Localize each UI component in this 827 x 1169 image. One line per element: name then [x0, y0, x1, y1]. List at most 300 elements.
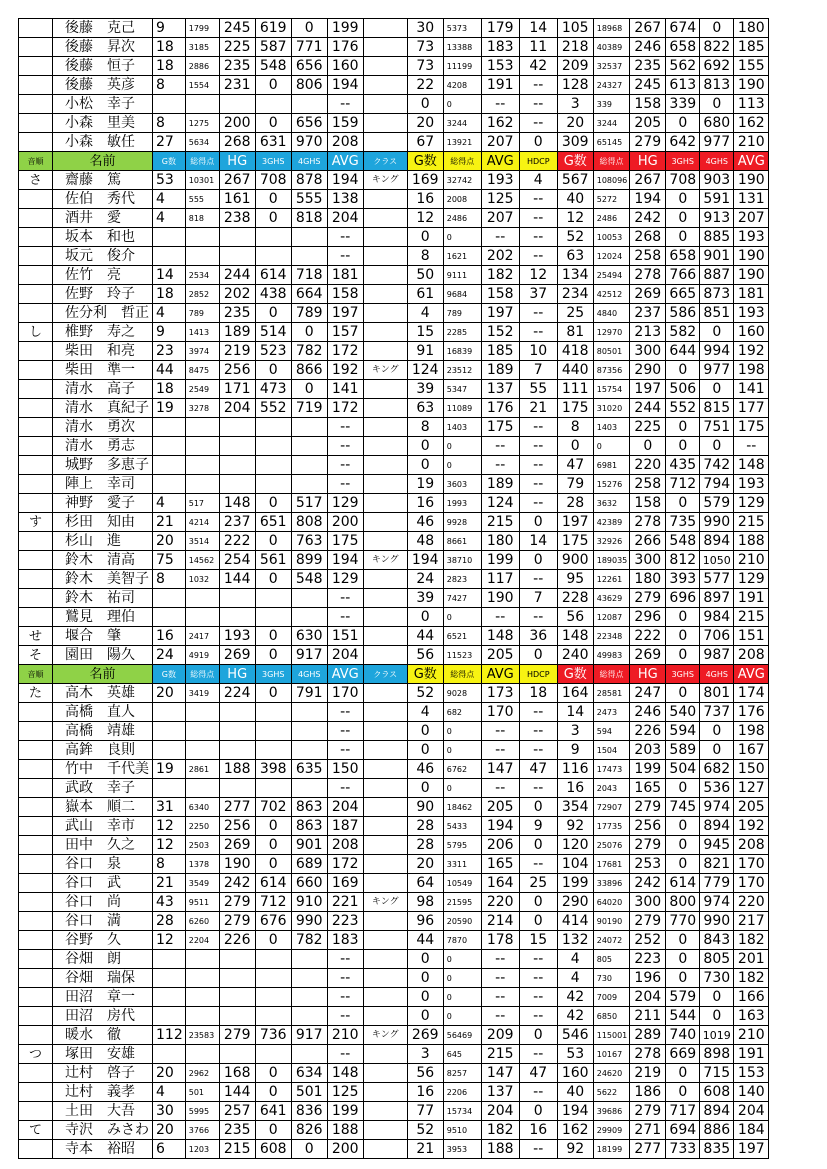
- cell-g3ghs3: 339: [666, 95, 700, 114]
- table-row: [19, 323, 769, 342]
- cell-avg1: 157: [327, 323, 363, 342]
- cell-g4ghs3: 843: [700, 931, 734, 950]
- cell-pts2: 16839: [443, 342, 481, 361]
- cell-pts2: 0: [443, 456, 481, 475]
- cell-g1: [153, 228, 186, 247]
- cell-g3ghs3: 582: [666, 323, 700, 342]
- cell-avg3: --: [734, 437, 769, 456]
- cell-avg3: 160: [734, 323, 769, 342]
- cell-g3ghs3: 745: [666, 798, 700, 817]
- cell-avg2: --: [481, 456, 519, 475]
- cell-pts1: 2204: [185, 931, 219, 950]
- cell-g4ghs3: 608: [700, 1083, 734, 1102]
- cell-g1: 8: [153, 76, 186, 95]
- cell-pts3: 0: [593, 437, 630, 456]
- cell-g3ghs3: 0: [666, 646, 700, 665]
- cell-g1: 20: [153, 1121, 186, 1140]
- table-row: [19, 741, 769, 760]
- cell-g2: 73: [407, 38, 443, 57]
- cell-index: [19, 760, 53, 779]
- cell-g1: [153, 779, 186, 798]
- table-row: [19, 1026, 769, 1045]
- cell-pts2: 1403: [443, 418, 481, 437]
- cell-avg3: 162: [734, 114, 769, 133]
- cell-g3: 0: [557, 437, 593, 456]
- cell-pts2: 9684: [443, 285, 481, 304]
- header-row: [19, 152, 769, 171]
- cell-g2: 96: [407, 912, 443, 931]
- cell-name: 清水 勇次: [53, 418, 153, 437]
- table-row: [19, 285, 769, 304]
- cell-pts3: 108096: [593, 171, 630, 190]
- cell-g3: 16: [557, 779, 593, 798]
- header-name: 名前: [53, 152, 153, 171]
- cell-index: [19, 399, 53, 418]
- cell-g2: 64: [407, 874, 443, 893]
- cell-g1: 23: [153, 342, 186, 361]
- cell-g3ghs3: 0: [666, 228, 700, 247]
- cell-g3ghs1: [255, 95, 291, 114]
- cell-g4ghs1: 630: [291, 627, 327, 646]
- cell-g1: 28: [153, 912, 186, 931]
- cell-g3ghs3: 506: [666, 380, 700, 399]
- cell-pts1: [185, 608, 219, 627]
- cell-avg2: 152: [481, 323, 519, 342]
- cell-hg1: 279: [219, 1026, 255, 1045]
- cell-hg1: 237: [219, 513, 255, 532]
- cell-avg3: 184: [734, 1121, 769, 1140]
- cell-g2: 46: [407, 513, 443, 532]
- cell-hdcp: 15: [519, 931, 557, 950]
- cell-name: 坂元 俊介: [53, 247, 153, 266]
- cell-g3ghs3: 665: [666, 285, 700, 304]
- cell-pts2: 0: [443, 437, 481, 456]
- cell-name: 鈴木 祐司: [53, 589, 153, 608]
- cell-index: [19, 76, 53, 95]
- cell-g4ghs3: 0: [700, 95, 734, 114]
- cell-hdcp: --: [519, 190, 557, 209]
- cell-g3: 53: [557, 1045, 593, 1064]
- cell-avg3: 182: [734, 969, 769, 988]
- cell-index: [19, 418, 53, 437]
- cell-g3: 160: [557, 1064, 593, 1083]
- cell-index: [19, 1102, 53, 1121]
- cell-avg2: 205: [481, 798, 519, 817]
- cell-g3ghs3: 548: [666, 532, 700, 551]
- cell-hg1: [219, 456, 255, 475]
- cell-avg1: --: [327, 228, 363, 247]
- cell-pts3: 17473: [593, 760, 630, 779]
- cell-avg1: 159: [327, 114, 363, 133]
- cell-pts3: 17735: [593, 817, 630, 836]
- table-row: [19, 513, 769, 532]
- cell-pts1: 3549: [185, 874, 219, 893]
- header-g3: G数: [557, 152, 593, 171]
- cell-hg3: 237: [630, 304, 666, 323]
- cell-g3ghs3: 435: [666, 456, 700, 475]
- cell-hg3: 246: [630, 38, 666, 57]
- cell-avg2: 178: [481, 931, 519, 950]
- cell-avg3: 175: [734, 418, 769, 437]
- cell-avg2: 215: [481, 513, 519, 532]
- cell-pts2: 0: [443, 950, 481, 969]
- cell-pts1: 10301: [185, 171, 219, 190]
- table-row: [19, 418, 769, 437]
- cell-g3: 12: [557, 209, 593, 228]
- cell-class: [363, 1121, 407, 1140]
- cell-g2: 0: [407, 95, 443, 114]
- cell-g4ghs1: 990: [291, 912, 327, 931]
- cell-g4ghs1: 517: [291, 494, 327, 513]
- cell-avg2: 215: [481, 1045, 519, 1064]
- cell-hg3: 235: [630, 57, 666, 76]
- cell-g2: 39: [407, 380, 443, 399]
- cell-avg2: 137: [481, 380, 519, 399]
- cell-avg2: 182: [481, 266, 519, 285]
- cell-hdcp: 25: [519, 874, 557, 893]
- cell-hdcp: --: [519, 779, 557, 798]
- table-row: [19, 551, 769, 570]
- header-hg1: HG: [219, 152, 255, 171]
- cell-g1: [153, 437, 186, 456]
- cell-avg1: 199: [327, 19, 363, 38]
- cell-index: [19, 209, 53, 228]
- cell-name: 武山 幸市: [53, 817, 153, 836]
- table-row: [19, 57, 769, 76]
- cell-pts1: 1203: [185, 1140, 219, 1159]
- cell-g3ghs1: 438: [255, 285, 291, 304]
- table-row: [19, 399, 769, 418]
- cell-avg3: 141: [734, 380, 769, 399]
- cell-g4ghs1: 0: [291, 380, 327, 399]
- cell-pts3: 18968: [593, 19, 630, 38]
- cell-g3ghs1: [255, 1045, 291, 1064]
- cell-g3ghs3: 562: [666, 57, 700, 76]
- cell-g4ghs1: 806: [291, 76, 327, 95]
- cell-g3: 25: [557, 304, 593, 323]
- cell-g1: 27: [153, 133, 186, 152]
- cell-hg1: 277: [219, 798, 255, 817]
- cell-g3ghs1: 641: [255, 1102, 291, 1121]
- cell-g3ghs3: 393: [666, 570, 700, 589]
- table-row: [19, 190, 769, 209]
- cell-hdcp: 7: [519, 589, 557, 608]
- cell-index: [19, 874, 53, 893]
- header-hg3: HG: [630, 665, 666, 684]
- cell-avg2: --: [481, 988, 519, 1007]
- header-avg3: AVG: [734, 152, 769, 171]
- table-row: [19, 855, 769, 874]
- cell-pts2: 0: [443, 722, 481, 741]
- header-g1: G数: [153, 665, 186, 684]
- cell-avg2: --: [481, 741, 519, 760]
- table-row: [19, 76, 769, 95]
- cell-hg1: [219, 95, 255, 114]
- cell-name: 田中 久之: [53, 836, 153, 855]
- table-row: [19, 589, 769, 608]
- cell-avg2: 207: [481, 133, 519, 152]
- cell-hg1: [219, 589, 255, 608]
- cell-g4ghs1: [291, 1045, 327, 1064]
- cell-g2: 20: [407, 855, 443, 874]
- cell-hdcp: --: [519, 456, 557, 475]
- cell-pts1: [185, 988, 219, 1007]
- cell-g4ghs3: 885: [700, 228, 734, 247]
- cell-g4ghs1: [291, 703, 327, 722]
- cell-pts3: 115001: [593, 1026, 630, 1045]
- cell-g1: [153, 475, 186, 494]
- cell-pts2: 21595: [443, 893, 481, 912]
- cell-g3ghs1: [255, 589, 291, 608]
- cell-pts1: 2852: [185, 285, 219, 304]
- cell-avg2: --: [481, 95, 519, 114]
- cell-g3ghs1: 0: [255, 570, 291, 589]
- cell-hdcp: --: [519, 209, 557, 228]
- cell-index: [19, 247, 53, 266]
- cell-g3ghs1: 702: [255, 798, 291, 817]
- cell-g4ghs1: 634: [291, 1064, 327, 1083]
- cell-g4ghs3: 898: [700, 1045, 734, 1064]
- cell-g3ghs1: 587: [255, 38, 291, 57]
- cell-hg3: 279: [630, 798, 666, 817]
- cell-g2: 48: [407, 532, 443, 551]
- cell-name: 佐竹 亮: [53, 266, 153, 285]
- cell-pts1: 6260: [185, 912, 219, 931]
- cell-g3ghs1: [255, 1007, 291, 1026]
- cell-pts2: 18462: [443, 798, 481, 817]
- cell-g3ghs3: 0: [666, 114, 700, 133]
- table-row: [19, 38, 769, 57]
- cell-pts3: 24072: [593, 931, 630, 950]
- cell-hg3: 267: [630, 19, 666, 38]
- cell-hg1: 188: [219, 760, 255, 779]
- table-row: [19, 931, 769, 950]
- cell-g4ghs1: 660: [291, 874, 327, 893]
- cell-class: [363, 1102, 407, 1121]
- cell-g3ghs1: 0: [255, 304, 291, 323]
- cell-name: 高橋 直人: [53, 703, 153, 722]
- cell-g4ghs3: 706: [700, 627, 734, 646]
- cell-avg1: 176: [327, 38, 363, 57]
- cell-avg3: 210: [734, 551, 769, 570]
- table-row: [19, 608, 769, 627]
- cell-name: 小森 里美: [53, 114, 153, 133]
- cell-hg3: 300: [630, 893, 666, 912]
- cell-avg2: 148: [481, 627, 519, 646]
- cell-pts2: 5795: [443, 836, 481, 855]
- cell-hg3: 279: [630, 836, 666, 855]
- cell-name: 園田 陽久: [53, 646, 153, 665]
- cell-g2: 0: [407, 228, 443, 247]
- cell-g3ghs1: [255, 779, 291, 798]
- cell-pts2: 0: [443, 779, 481, 798]
- cell-pts1: 555: [185, 190, 219, 209]
- cell-g4ghs1: 863: [291, 798, 327, 817]
- cell-class: [363, 209, 407, 228]
- cell-avg1: 204: [327, 209, 363, 228]
- cell-hg3: 258: [630, 247, 666, 266]
- cell-g2: 169: [407, 171, 443, 190]
- cell-avg3: 131: [734, 190, 769, 209]
- cell-g4ghs3: 579: [700, 494, 734, 513]
- cell-index: [19, 608, 53, 627]
- cell-g3ghs1: 0: [255, 532, 291, 551]
- cell-g4ghs1: 718: [291, 266, 327, 285]
- cell-g4ghs3: 794: [700, 475, 734, 494]
- cell-g3: 128: [557, 76, 593, 95]
- cell-g3ghs3: 579: [666, 988, 700, 1007]
- cell-avg3: 153: [734, 1064, 769, 1083]
- table-row: [19, 912, 769, 931]
- cell-avg1: --: [327, 722, 363, 741]
- cell-hg3: 222: [630, 627, 666, 646]
- cell-pts1: 2962: [185, 1064, 219, 1083]
- cell-avg3: 191: [734, 589, 769, 608]
- cell-pts3: 43629: [593, 589, 630, 608]
- cell-class: [363, 741, 407, 760]
- header-pts3: 総得点: [593, 152, 630, 171]
- cell-hg1: 200: [219, 114, 255, 133]
- cell-g1: 18: [153, 380, 186, 399]
- cell-pts3: 1403: [593, 418, 630, 437]
- cell-g4ghs1: 501: [291, 1083, 327, 1102]
- cell-class: [363, 532, 407, 551]
- cell-pts1: 2861: [185, 760, 219, 779]
- cell-pts1: 2417: [185, 627, 219, 646]
- cell-index: [19, 817, 53, 836]
- cell-g3ghs3: 740: [666, 1026, 700, 1045]
- cell-avg3: 193: [734, 228, 769, 247]
- cell-hg1: 235: [219, 304, 255, 323]
- cell-g4ghs3: 887: [700, 266, 734, 285]
- cell-index: [19, 703, 53, 722]
- cell-g3ghs3: 586: [666, 304, 700, 323]
- cell-g1: 21: [153, 874, 186, 893]
- table-row: [19, 342, 769, 361]
- cell-hg3: 267: [630, 171, 666, 190]
- cell-name: 酒井 愛: [53, 209, 153, 228]
- cell-g1: 16: [153, 627, 186, 646]
- cell-avg1: 223: [327, 912, 363, 931]
- cell-g4ghs1: [291, 475, 327, 494]
- cell-g4ghs1: 791: [291, 684, 327, 703]
- cell-g3ghs1: [255, 418, 291, 437]
- cell-g3: 546: [557, 1026, 593, 1045]
- cell-class: [363, 874, 407, 893]
- cell-g4ghs1: [291, 722, 327, 741]
- cell-g1: [153, 722, 186, 741]
- cell-pts2: 9111: [443, 266, 481, 285]
- cell-hdcp: 47: [519, 760, 557, 779]
- cell-g4ghs3: 901: [700, 247, 734, 266]
- cell-avg2: 189: [481, 361, 519, 380]
- cell-name: 武政 幸子: [53, 779, 153, 798]
- cell-pts3: 2043: [593, 779, 630, 798]
- table-row: [19, 228, 769, 247]
- cell-g1: [153, 456, 186, 475]
- cell-g3ghs3: 0: [666, 190, 700, 209]
- cell-avg3: 190: [734, 76, 769, 95]
- cell-avg3: 167: [734, 741, 769, 760]
- cell-g3: 240: [557, 646, 593, 665]
- cell-g2: 16: [407, 494, 443, 513]
- cell-g4ghs3: 994: [700, 342, 734, 361]
- cell-g4ghs1: 826: [291, 1121, 327, 1140]
- cell-g3: 418: [557, 342, 593, 361]
- cell-name: 鷲見 理伯: [53, 608, 153, 627]
- cell-hg3: 277: [630, 1140, 666, 1159]
- cell-avg2: 207: [481, 209, 519, 228]
- cell-index: [19, 361, 53, 380]
- cell-g3ghs3: 0: [666, 1064, 700, 1083]
- cell-avg1: 172: [327, 399, 363, 418]
- cell-index: [19, 475, 53, 494]
- cell-avg3: 191: [734, 1045, 769, 1064]
- cell-pts1: [185, 95, 219, 114]
- cell-g4ghs3: 987: [700, 646, 734, 665]
- cell-avg1: 221: [327, 893, 363, 912]
- cell-pts1: 4214: [185, 513, 219, 532]
- score-table: [18, 18, 769, 1159]
- cell-hg3: 278: [630, 513, 666, 532]
- cell-hg3: 203: [630, 741, 666, 760]
- cell-hg3: 199: [630, 760, 666, 779]
- cell-class: キング: [363, 1026, 407, 1045]
- cell-avg1: 197: [327, 304, 363, 323]
- cell-g4ghs3: 577: [700, 570, 734, 589]
- cell-g4ghs3: 801: [700, 684, 734, 703]
- cell-g4ghs1: 878: [291, 171, 327, 190]
- cell-pts1: 818: [185, 209, 219, 228]
- cell-hg1: 231: [219, 76, 255, 95]
- cell-g3ghs3: 0: [666, 209, 700, 228]
- cell-g3ghs1: 561: [255, 551, 291, 570]
- cell-avg2: --: [481, 779, 519, 798]
- cell-pts1: 3514: [185, 532, 219, 551]
- cell-pts3: 49983: [593, 646, 630, 665]
- cell-g1: [153, 608, 186, 627]
- cell-hg1: [219, 1045, 255, 1064]
- cell-pts2: 3603: [443, 475, 481, 494]
- cell-hg1: 171: [219, 380, 255, 399]
- cell-avg1: 138: [327, 190, 363, 209]
- cell-g3ghs1: 631: [255, 133, 291, 152]
- cell-class: [363, 456, 407, 475]
- table-row: [19, 893, 769, 912]
- cell-g3: 900: [557, 551, 593, 570]
- cell-class: [363, 399, 407, 418]
- cell-class: [363, 513, 407, 532]
- cell-g3ghs3: 504: [666, 760, 700, 779]
- cell-pts2: 56469: [443, 1026, 481, 1045]
- cell-pts2: 645: [443, 1045, 481, 1064]
- cell-class: [363, 950, 407, 969]
- cell-name: 小森 敏任: [53, 133, 153, 152]
- cell-g3ghs1: [255, 456, 291, 475]
- cell-hdcp: --: [519, 114, 557, 133]
- cell-g4ghs3: 0: [700, 19, 734, 38]
- table-row: [19, 817, 769, 836]
- cell-class: [363, 969, 407, 988]
- cell-g4ghs1: 0: [291, 1140, 327, 1159]
- cell-avg1: 210: [327, 1026, 363, 1045]
- cell-g3: 92: [557, 817, 593, 836]
- cell-g1: [153, 1007, 186, 1026]
- cell-g3ghs1: 651: [255, 513, 291, 532]
- cell-g3ghs1: 736: [255, 1026, 291, 1045]
- header-hg3: HG: [630, 152, 666, 171]
- cell-g3: 199: [557, 874, 593, 893]
